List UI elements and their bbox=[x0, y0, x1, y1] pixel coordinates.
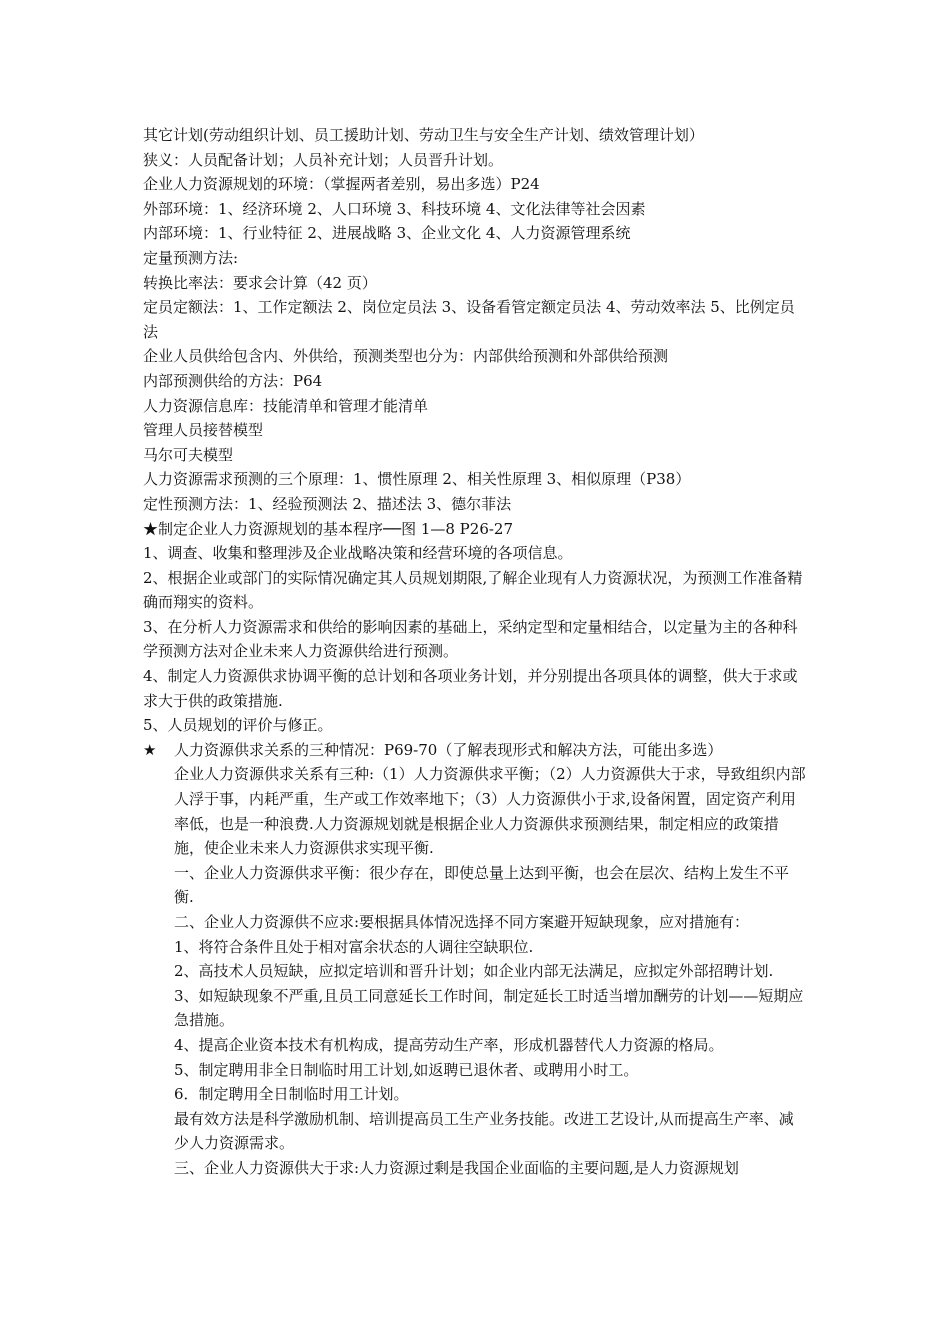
procedure-step: 5、人员规划的评价与修正。 bbox=[143, 716, 333, 735]
text-line: 企业人员供给包含内、外供给，预测类型也分为：内部供给预测和外部供给预测 bbox=[143, 347, 669, 366]
list-item: 3、如短缺现象不严重,且员工同意延长工作时间，制定延长工时适当增加酬劳的计划——短期应急措施。 bbox=[174, 986, 804, 1030]
paragraph: 三、企业人力资源供大于求:人力资源过剩是我国企业面临的主要问题,是人力资源规划 bbox=[174, 1158, 739, 1177]
text-line: 人力资源需求预测的三个原理：1、惯性原理 2、相关性原理 3、相似原理（P38） bbox=[143, 470, 691, 489]
paragraph: 一、企业人力资源供求平衡：很少存在，即使总量上达到平衡，也会在层次、结构上发生不平衡. bbox=[174, 863, 790, 907]
section-heading bbox=[143, 738, 807, 763]
text-line: 定性预测方法：1、经验预测法 2、描述法 3、德尔菲法 bbox=[143, 494, 512, 513]
list-item: 1、将符合条件且处于相对富余状态的人调往空缺职位. bbox=[174, 937, 534, 956]
section-heading-text: 人力资源供求关系的三种情况：P69-70（了解表现形式和解决方法，可能出多选） bbox=[174, 740, 723, 759]
text-line: 马尔可夫模型 bbox=[143, 445, 234, 464]
list-item: 2、高技术人员短缺，应拟定培训和晋升计划；如企业内部无法满足，应拟定外部招聘计划. bbox=[174, 962, 774, 981]
document-body bbox=[143, 123, 807, 1181]
section-heading: ★制定企业人力资源规划的基本程序──图 1—8 P26-27 bbox=[143, 519, 514, 538]
list-item: 4、提高企业资本技术有机构成，提高劳动生产率，形成机器替代人力资源的格局。 bbox=[174, 1035, 724, 1054]
text-line: 外部环境：1、经济环境 2、人口环境 3、科技环境 4、文化法律等社会因素 bbox=[143, 199, 646, 218]
paragraph: 企业人力资源供求关系有三种:（1）人力资源供求平衡；（2）人力资源供大于求，导致组织内部人浮于事，内耗严重，生产或工作效率地下；（3）人力资源供小于求,设备闲置，固定资产利用率低，也是一种浪费.人力资源规划就是根据企业人力资源供求预测结果，制定相应的政策措施，使企业未来人力资源供求实现平衡. bbox=[174, 765, 806, 858]
text-line: 企业人力资源规划的环境：（掌握两者差别，易出多选）P24 bbox=[143, 175, 540, 194]
text-line: 内部环境：1、行业特征 2、进展战略 3、企业文化 4、人力资源管理系统 bbox=[143, 224, 631, 243]
text-line: 其它计划(劳动组织计划、员工援助计划、劳动卫生与安全生产计划、绩效管理计划） bbox=[143, 126, 704, 144]
text-line: 内部预测供给的方法：P64 bbox=[143, 371, 323, 390]
star-icon: ★ bbox=[143, 740, 157, 759]
procedure-step: 1、调查、收集和整理涉及企业战略决策和经营环境的各项信息。 bbox=[143, 544, 573, 563]
text-line: 定员定额法：1、工作定额法 2、岗位定员法 3、设备看管定额定员法 4、劳动效率法 5、比例定员法 bbox=[143, 298, 795, 341]
list-item: 6．制定聘用全日制临时用工计划。 bbox=[174, 1085, 409, 1104]
text-line: 人力资源信息库：技能清单和管理才能清单 bbox=[143, 396, 429, 415]
text-line: 狭义：人员配备计划；人员补充计划；人员晋升计划。 bbox=[143, 150, 504, 169]
text-line: 管理人员接替模型 bbox=[143, 421, 264, 440]
list-item: 5、制定聘用非全日制临时用工计划,如返聘已退休者、或聘用小时工。 bbox=[174, 1060, 639, 1079]
paragraph: 二、企业人力资源供不应求:要根据具体情况选择不同方案避开短缺现象，应对措施有： bbox=[174, 913, 750, 931]
text-line: 定量预测方法: bbox=[143, 248, 239, 267]
procedure-step: 2、根据企业或部门的实际情况确定其人员规划期限,了解企业现有人力资源状况，为预测工作准备精确而翔实的资料。 bbox=[143, 568, 803, 612]
paragraph: 最有效方法是科学激励机制、培训提高员工生产业务技能。改进工艺设计,从而提高生产率、减少人力资源需求。 bbox=[174, 1109, 794, 1153]
text-line: 转换比率法：要求会计算（42 页） bbox=[143, 273, 377, 292]
procedure-step: 3、在分析人力资源需求和供给的影响因素的基础上，采纳定型和定量相结合，以定量为主的各种科学预测方法对企业未来人力资源供给进行预测。 bbox=[143, 617, 798, 661]
procedure-step: 4、制定人力资源供求协调平衡的总计划和各项业务计划，并分别提出各项具体的调整，供大于求或求大于供的政策措施. bbox=[143, 667, 798, 710]
